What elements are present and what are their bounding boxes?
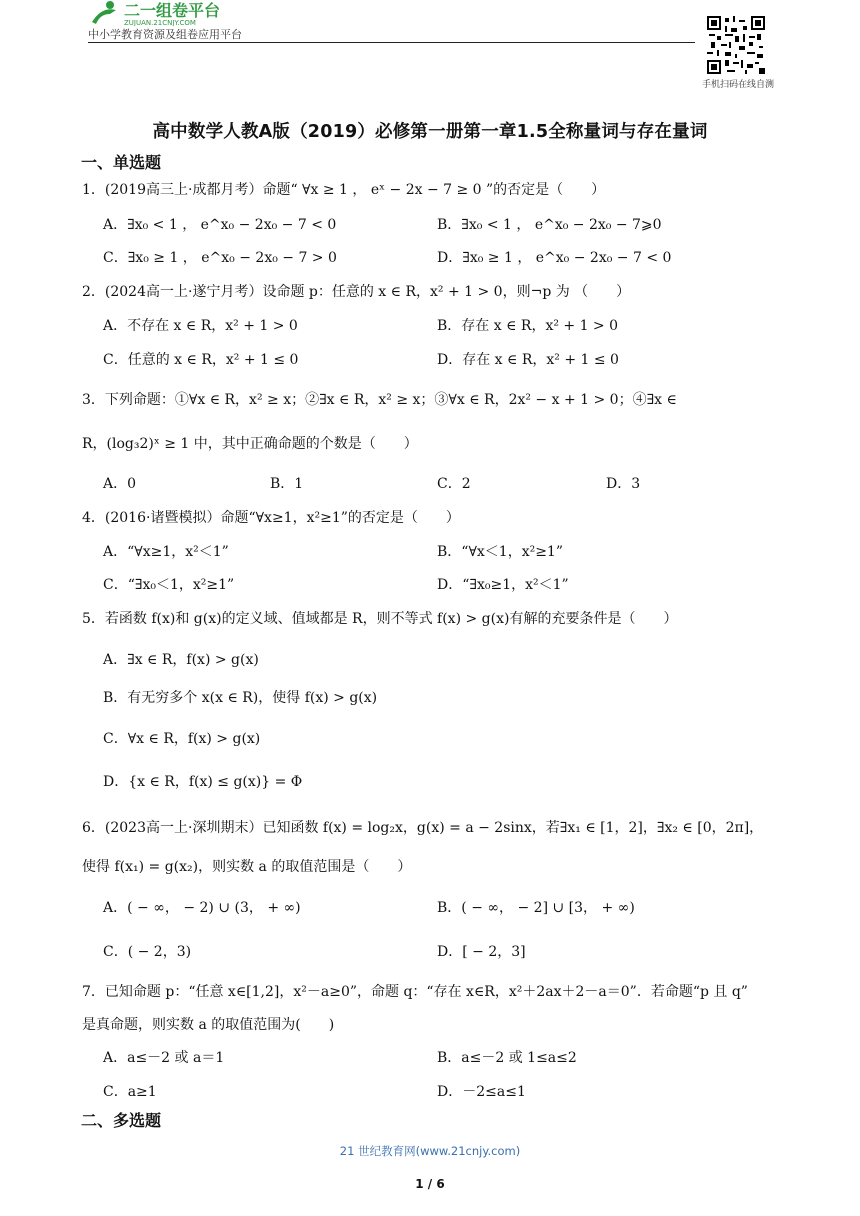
question-3-option-a[interactable]: A．0 [103,476,137,492]
question-2-stem: 2．(2024高一上·遂宁月考）设命题 p：任意的 x ∈ R，x² + 1 > 0，则¬p 为 （ ） [82,284,631,300]
question-5-option-c[interactable]: C．∀x ∈ R，f(x) > g(x) [103,731,261,747]
question-5-option-b[interactable]: B．有无穷多个 x(x ∈ R)，使得 f(x) > g(x) [103,690,378,706]
question-5-stem: 5．若函数 f(x)和 g(x)的定义域、值域都是 R，则不等式 f(x) > g(x)有解的充要条件是（ ） [82,611,678,627]
qr-caption: 手机扫码在线自测 [701,80,774,90]
qr-code-icon[interactable] [707,16,765,74]
footer-site-link[interactable]: 21 世纪教育网(www.21cnjy.com) [339,1144,521,1158]
question-3-stem-line-2: R，(log₃2)ˣ ≥ 1 中，其中正确命题的个数是（ ） [82,436,418,452]
page-title: 高中数学人教A版（2019）必修第一册第一章1.5全称量词与存在量词 [152,122,708,142]
question-6-option-a[interactable]: A．( − ∞， − 2) ∪ (3， + ∞) [103,900,301,916]
question-7-option-b[interactable]: B．a≤－2 或 1≤a≤2 [437,1050,577,1066]
question-2-option-c[interactable]: C．任意的 x ∈ R，x² + 1 ≤ 0 [103,352,299,368]
section-heading-single: 一、单选题 [81,153,162,172]
question-4-option-c[interactable]: C．“∃x₀＜1，x²≥1” [103,577,235,593]
question-1-option-a[interactable]: A．∃x₀ < 1 ， e^x₀ − 2x₀ − 7 < 0 [103,217,337,233]
section-heading-multi: 二、多选题 [81,1111,162,1130]
question-1-stem: 1．(2019高三上·成都月考）命题“ ∀x ≥ 1 ， eˣ − 2x − 7 ≥ 0 ”的否定是（ ） [82,182,606,198]
question-3-stem-line-1: 3．下列命题：①∀x ∈ R，x² ≥ x；②∃x ∈ R，x² ≥ x；③∀x ∈ R，2x² − x + 1 > 0；④∃x ∈ [82,392,677,408]
page-number: 1 / 6 [415,1177,445,1191]
question-7-option-c[interactable]: C．a≥1 [103,1084,157,1100]
header-subtitle: 中小学教育资源及组卷应用平台 [88,28,242,41]
question-5-option-d[interactable]: D．{x ∈ R，f(x) ≤ g(x)} = Φ [103,774,303,790]
question-6-stem-line-2: 使得 f(x₁) = g(x₂)，则实数 a 的取值范围是（ ） [82,859,412,875]
question-7-option-d[interactable]: D．－2≤a≤1 [437,1084,526,1100]
question-6-option-d[interactable]: D．[ − 2，3] [437,944,526,960]
question-2-option-a[interactable]: A．不存在 x ∈ R，x² + 1 > 0 [103,318,298,334]
question-5-option-a[interactable]: A．∃x ∈ R，f(x) > g(x) [103,652,259,668]
question-1-option-c[interactable]: C．∃x₀ ≥ 1 ， e^x₀ − 2x₀ − 7 > 0 [103,250,337,266]
question-1-option-b[interactable]: B．∃x₀ < 1 ， e^x₀ − 2x₀ − 7⩾0 [437,217,662,233]
question-6-option-b[interactable]: B．( − ∞， − 2] ∪ [3， + ∞) [437,900,635,916]
question-7-stem-line-2: 是真命题，则实数 a 的取值范围为( ) [82,1017,335,1033]
question-4-stem: 4．(2016·诸暨模拟）命题“∀x≥1，x²≥1”的否定是（ ） [82,510,460,526]
header-divider [88,42,695,43]
question-1-option-d[interactable]: D．∃x₀ ≥ 1 ， e^x₀ − 2x₀ − 7 < 0 [437,250,672,266]
question-4-option-a[interactable]: A．“∀x≥1，x²＜1” [103,544,229,560]
question-6-option-c[interactable]: C．( − 2，3) [103,944,192,960]
question-2-option-d[interactable]: D．存在 x ∈ R，x² + 1 ≤ 0 [437,352,619,368]
question-7-option-a[interactable]: A．a≤－2 或 a＝1 [103,1050,225,1066]
question-7-stem-line-1: 7．已知命题 p：“任意 x∈[1,2]，x²－a≥0”，命题 q：“存在 x∈R，x²＋2ax＋2－a＝0”．若命题“p 且 q” [82,984,748,1000]
question-4-option-d[interactable]: D．“∃x₀≥1，x²＜1” [437,577,569,593]
question-3-option-c[interactable]: C．2 [437,476,471,492]
logo-url: ZUJUAN.21CNJY.COM [124,19,196,26]
question-4-option-b[interactable]: B．“∀x＜1，x²≥1” [437,544,563,560]
question-2-option-b[interactable]: B．存在 x ∈ R，x² + 1 > 0 [437,318,619,334]
site-logo [88,0,268,26]
question-6-stem-line-1: 6．(2023高一上·深圳期末）已知函数 f(x) = log₂x，g(x) = a − 2sinx，若∃x₁ ∈ [1，2]，∃x₂ ∈ [0，2π]， [82,820,764,836]
question-3-option-d[interactable]: D．3 [606,476,641,492]
question-3-option-b[interactable]: B．1 [270,476,304,492]
logo-text: 二一组卷平台 [124,1,221,20]
